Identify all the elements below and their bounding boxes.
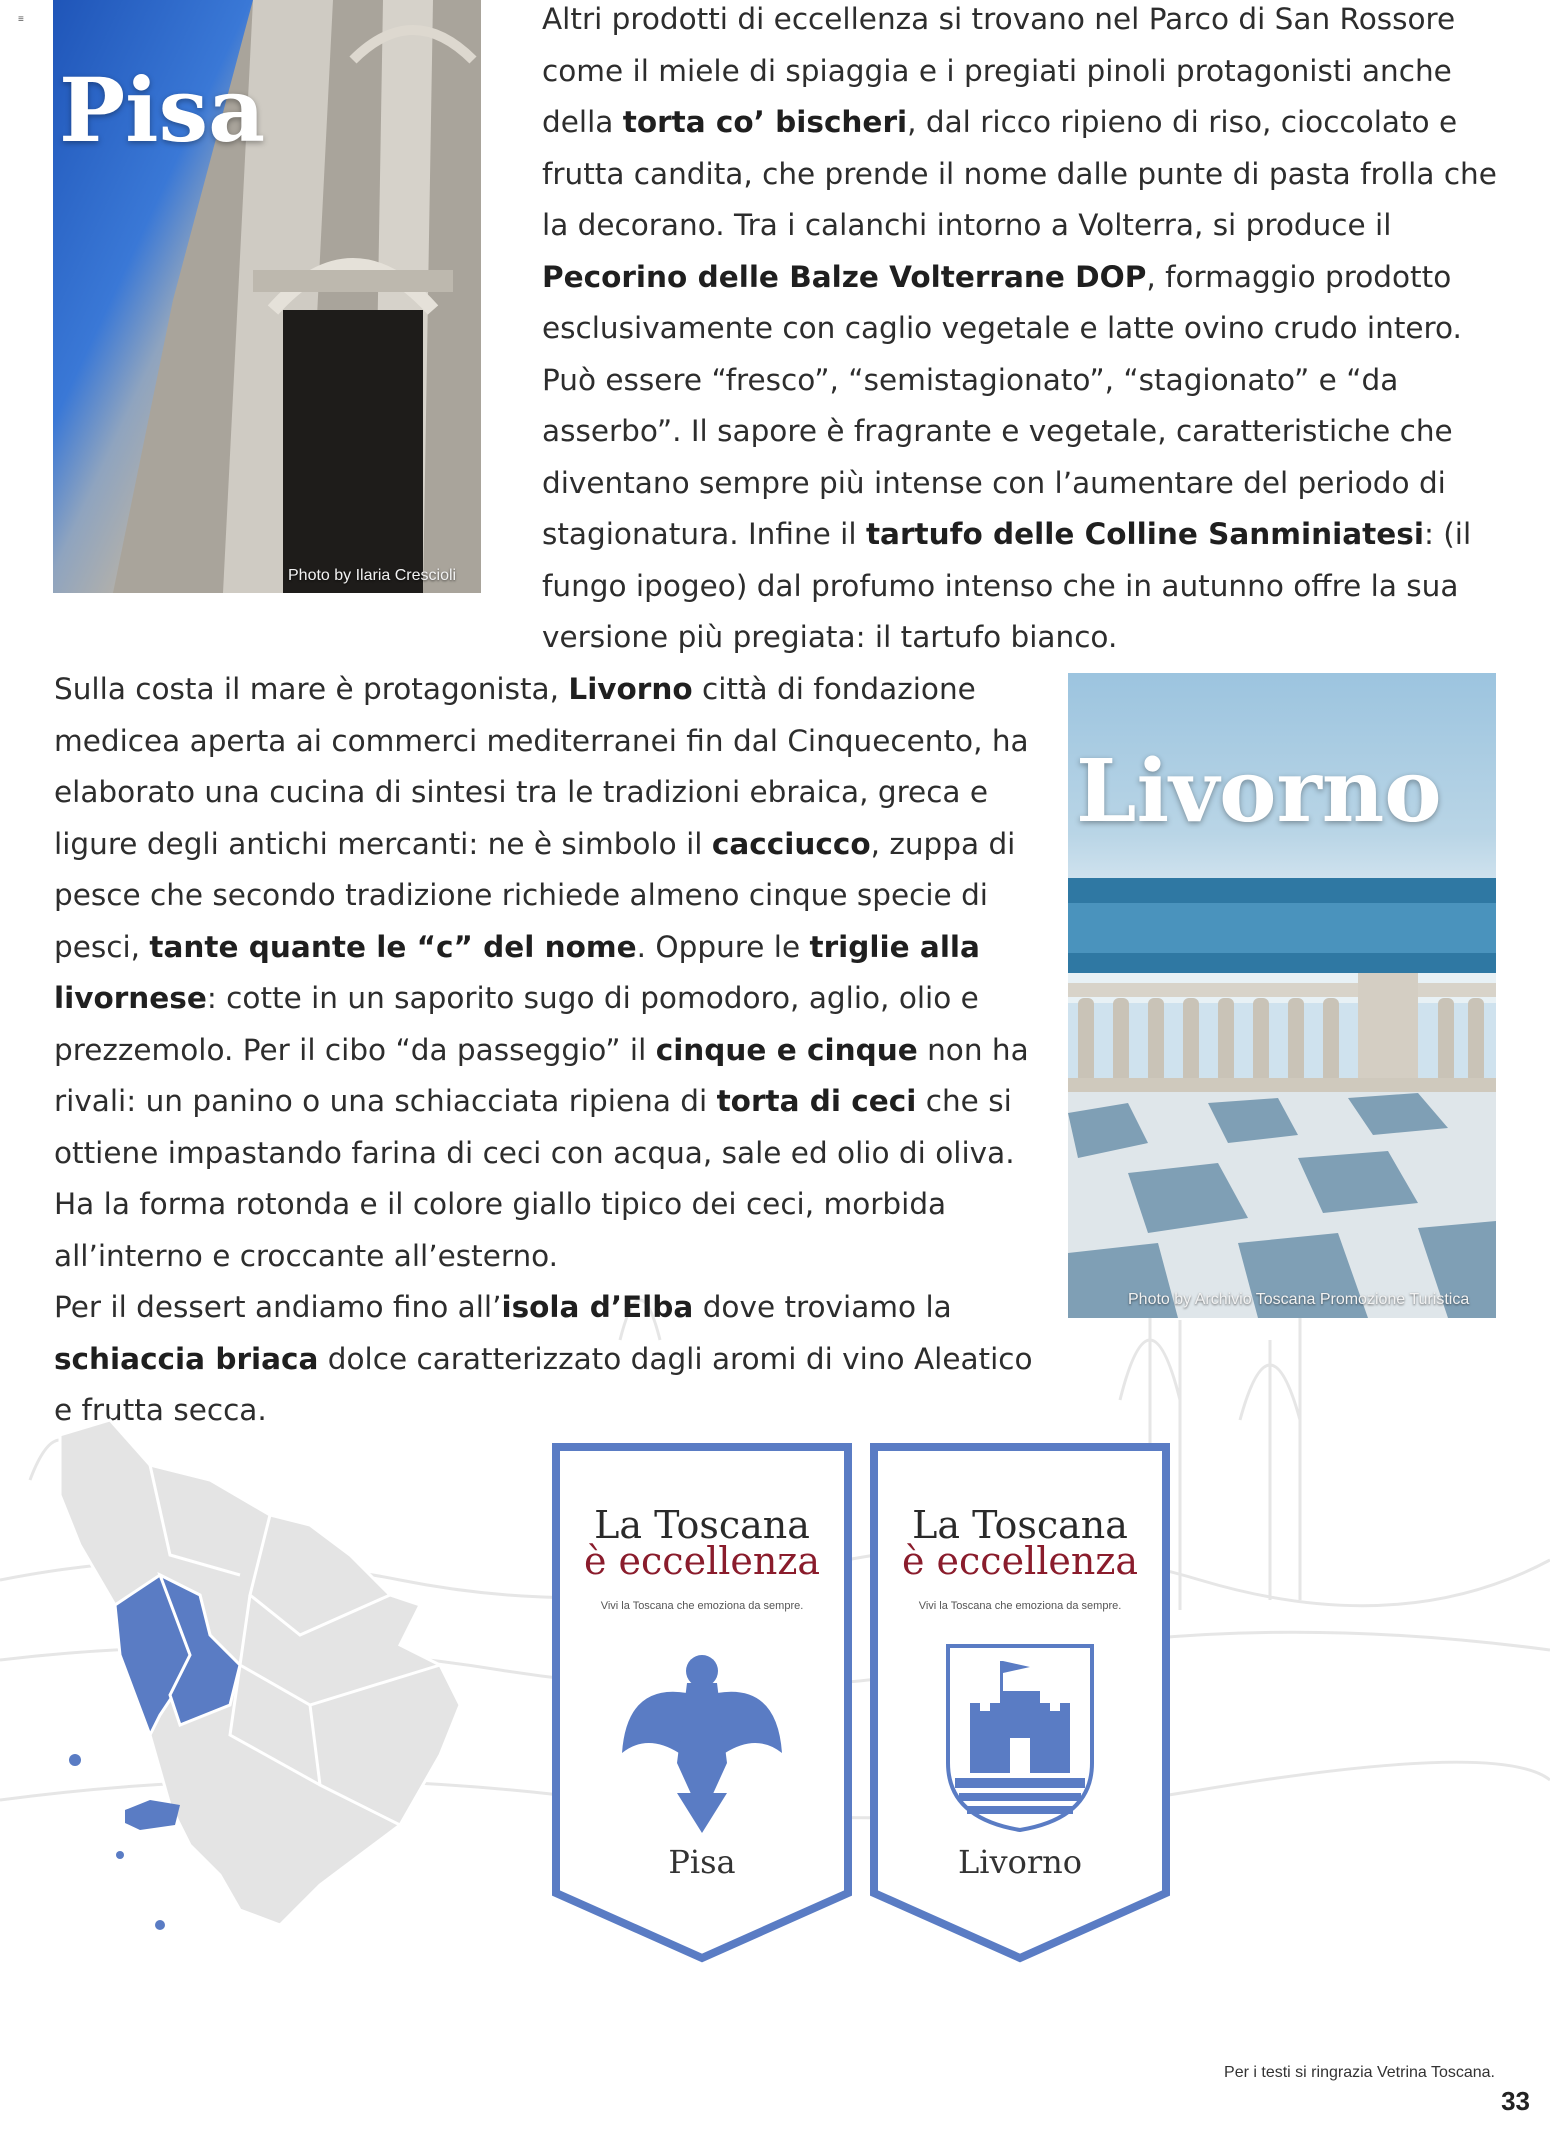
text-run: dolce caratterizzato dagli aromi di vino Aleatico e frutta secca. [54, 1341, 1033, 1427]
eagle-icon [617, 1643, 787, 1833]
pisa-photo [53, 0, 481, 593]
banner-city-livorno: Livorno [958, 1843, 1082, 1881]
menu-icon: ≡ [18, 14, 24, 25]
livorno-paragraph [54, 664, 1034, 1282]
banner-city-pisa: Pisa [668, 1843, 736, 1881]
tuscany-region-shape [60, 1420, 460, 1925]
highlight-term: Livorno [568, 672, 693, 706]
banner-subtitle: è eccellenza [583, 1539, 821, 1583]
text-credits: Per i testi si ringrazia Vetrina Toscana. [1224, 2064, 1495, 2081]
banner-subtitle: è eccellenza [901, 1539, 1139, 1583]
livorno-photo-credit: Photo by Archivio Toscana Promozione Turistica [1128, 1291, 1470, 1308]
text-run: , zuppa di pesce che secondo tradizione richiede almeno cinque specie di pesci, [54, 826, 1016, 964]
highlight-term: tante quante le “c” del nome [149, 929, 637, 964]
text-run: Per il dessert andiamo fino all’ [54, 1290, 502, 1324]
highlight-term: isola d’Elba [501, 1290, 694, 1324]
highlight-term: tartufo delle Colline Sanminiatesi [865, 517, 1424, 551]
pisa-photo-credit: Photo by Ilaria Crescioli [288, 567, 457, 584]
banner-tagline: Vivi la Toscana che emoziona da sempre. [600, 1600, 804, 1612]
text-run: Altri prodotti di eccellenza si trovano nel Parco di San Rossore come il miele di spiaggia e i pregiati pinoli protagonisti anche della [542, 2, 1456, 139]
highlight-term: cinque e cinque [655, 1032, 918, 1067]
text-run: città di fondazione medicea aperta ai commerci mediterranei fin dal Cinquecento, ha elaborato una cucina di sintesi tra le tradizioni ebraica, greca e ligure degli antichi mercanti: ne è simbolo il [54, 672, 1029, 861]
text-run: dove troviamo la [693, 1290, 952, 1324]
highlight-term: cacciucco [711, 826, 871, 861]
highlight-term: schiaccia briaca [54, 1341, 319, 1376]
text-run: . Oppure le [636, 929, 810, 964]
text-run: , dal ricco ripieno di riso, cioccolato e frutta candita, che prende il nome dalle punte di pasta frolla che la decorano. Tra i calanchi intorno a Volterra, si produce il [542, 105, 1497, 242]
livorno-text [54, 664, 1034, 1437]
highlight-term: Pecorino delle Balze Volterrane DOP [542, 259, 1147, 294]
banner-title: La Toscana [594, 1503, 810, 1547]
pisa-banner [552, 1443, 852, 1963]
text-run: , formaggio prodotto esclusivamente con caglio vegetale e latte ovino crudo intero. Può essere “fresco”, “semistagionato”, “stagionato” e “da asserbo”. Il sapore è fragrante e vegetale, caratteristiche che diventano sempre più intense con l’aumentare del periodo di stagionatura. Infine il [542, 259, 1462, 551]
pisa-title: Pisa [59, 58, 266, 162]
highlight-term: triglie alla livornese [54, 929, 980, 1015]
text-run: Sulla costa il mare è protagonista, [54, 672, 569, 706]
elba-island [125, 1800, 180, 1830]
text-run: che si ottiene impastando farina di ceci con acqua, sale ed olio di oliva. Ha la forma rotonda e il colore giallo tipico dei ceci, morbida all’interno e croccante all’esterno. [54, 1084, 1015, 1273]
tuscany-map [40, 1405, 540, 1945]
castle-icon [945, 1643, 1095, 1833]
highlight-term: torta di ceci [716, 1084, 917, 1118]
livorno-title: Livorno [1076, 741, 1442, 842]
banner-title: La Toscana [912, 1503, 1128, 1547]
highlight-term: torta co’ bischeri [622, 105, 908, 139]
livorno-banner [870, 1443, 1170, 1963]
banner-tagline: Vivi la Toscana che emoziona da sempre. [918, 1600, 1122, 1612]
livorno-photo [1068, 673, 1496, 1318]
pisa-paragraph [542, 0, 1502, 664]
text-run: : (il fungo ipogeo) dal profumo intenso che in autunno offre la sua versione più pregiata: il tartufo bianco. [542, 517, 1472, 654]
text-run: non ha rivali: un panino o una schiacciata ripiena di [54, 1032, 1029, 1118]
text-run: : cotte in un saporito sugo di pomodoro, aglio, olio e prezzemolo. Per il cibo “da passeggio” il [54, 981, 979, 1067]
page-number: 33 [1501, 2086, 1530, 2116]
